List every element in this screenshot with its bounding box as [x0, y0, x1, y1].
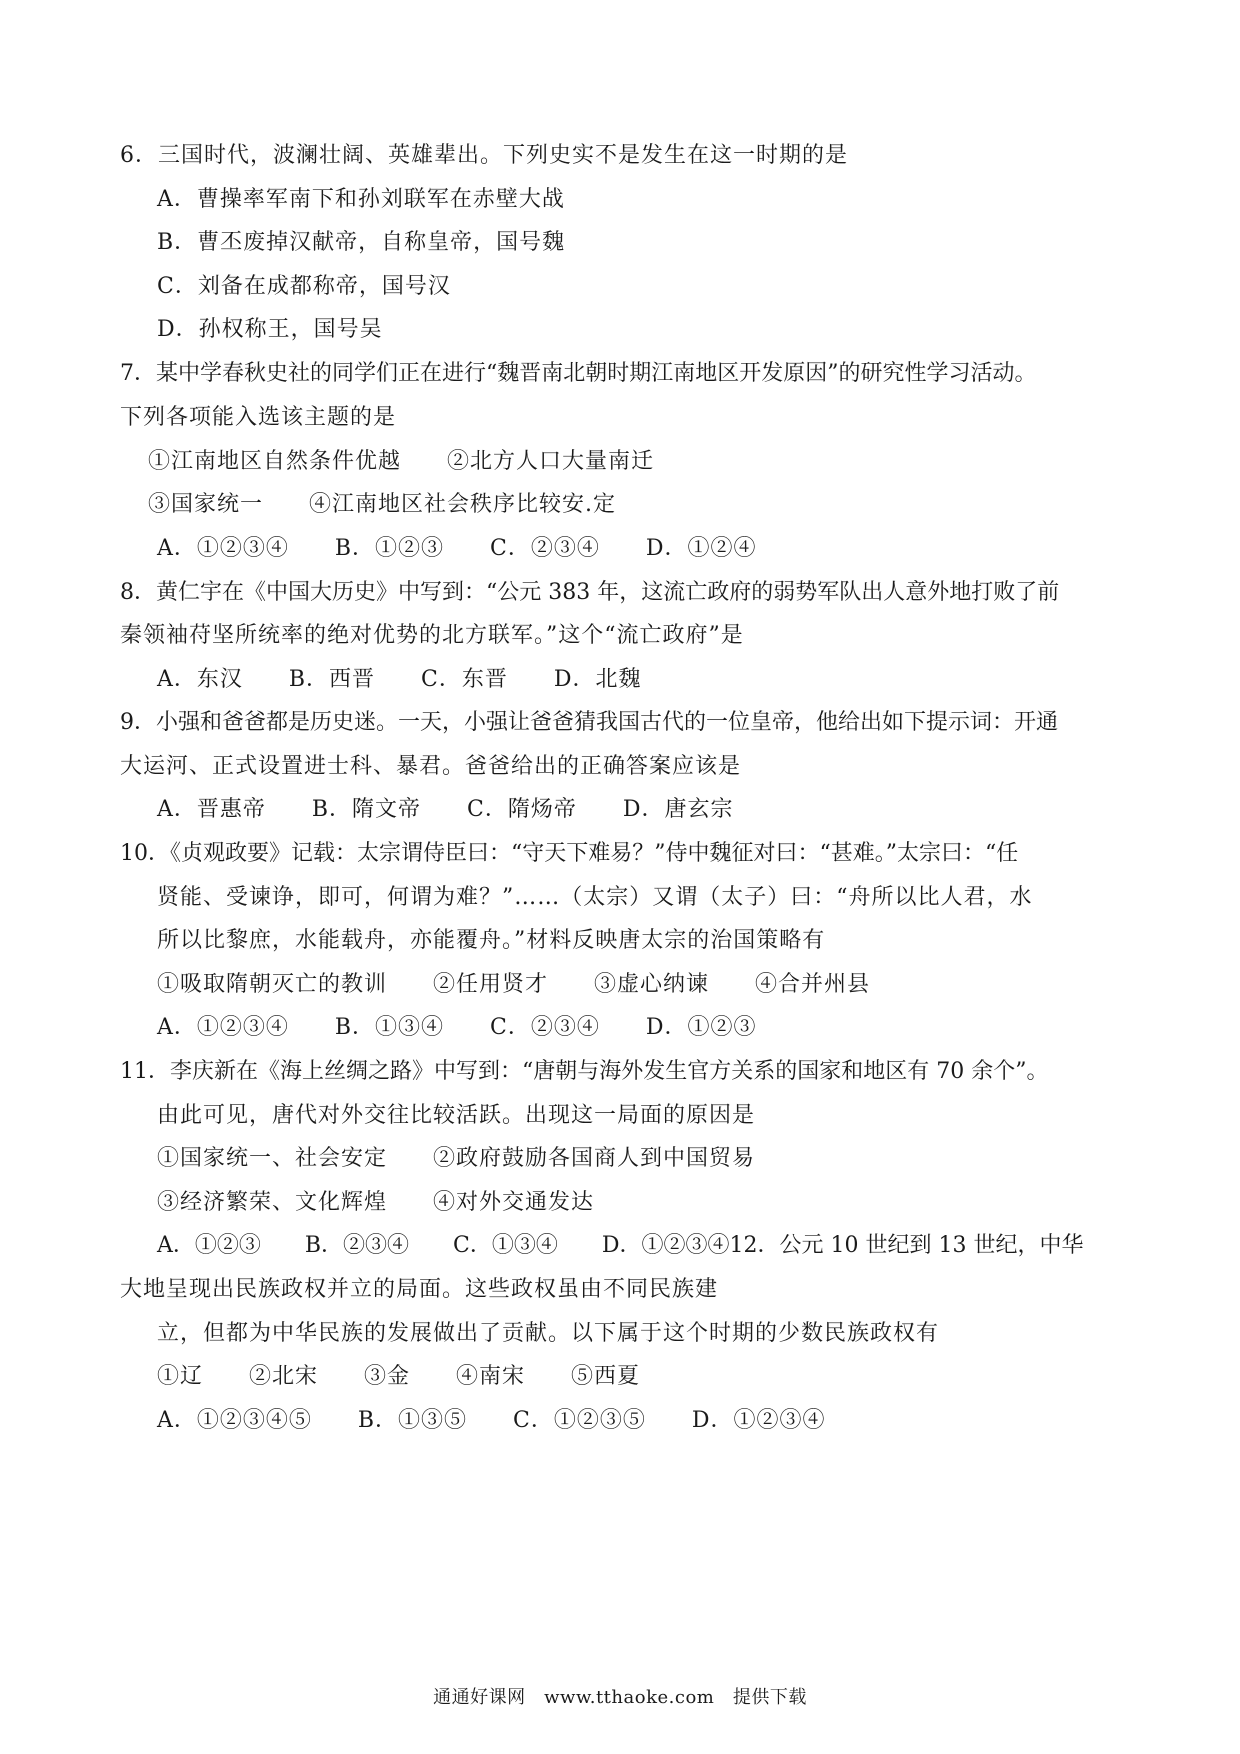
q7-items-line2: ③国家统一 ④江南地区社会秩序比较安.定 [148, 492, 616, 517]
q10-stem-line3: 所以比黎庶，水能载舟，亦能覆舟。”材料反映唐太宗的治国策略有 [157, 928, 826, 953]
q10-stem-line1: 10．《贞观政要》记载：太宗谓侍臣曰：“守天下难易？”侍中魏征对曰：“甚难。”太宗曰：“任 [120, 841, 1019, 866]
q7-stem-line1: 7．某中学春秋史社的同学们正在进行“魏晋南北朝时期江南地区开发原因”的研究性学习活动。 [120, 361, 1037, 386]
q12-items: ①辽 ②北宋 ③金 ④南宋 ⑤西夏 [157, 1364, 641, 1389]
q11-stem-line2: 由此可见，唐代对外交往比较活跃。出现这一局面的原因是 [157, 1103, 756, 1128]
q7-stem-line2: 下列各项能入选该主题的是 [120, 405, 397, 430]
q7-options: A．①②③④ B．①②③ C．②③④ D．①②④ [157, 536, 757, 561]
q9-options: A．晋惠帝 B．隋文帝 C．隋炀帝 D．唐玄宗 [157, 797, 734, 822]
page-footer: 通通好课网 www.tthaoke.com 提供下载 [433, 1687, 807, 1708]
q7-items-line1: ①江南地区自然条件优越 ②北方人口大量南迁 [148, 449, 655, 474]
q10-stem-line2: 贤能、受谏诤，即可，何谓为难？”……（太宗）又谓（太子）曰：“舟所以比人君，水 [157, 885, 1033, 910]
q6-stem: 6．三国时代，波澜壮阔、英雄辈出。下列史实不是发生在这一时期的是 [120, 143, 848, 168]
q12-stem-line2: 大地呈现出民族政权并立的局面。这些政权虽由不同民族建 [120, 1277, 719, 1302]
q8-options: A．东汉 B．西晋 C．东晋 D．北魏 [157, 667, 642, 692]
q6-option-a: A．曹操率军南下和孙刘联军在赤壁大战 [157, 187, 565, 212]
q8-stem-line1: 8．黄仁宇在《中国大历史》中写到：“公元 383 年，这流亡政府的弱势军队出人意外地打败了前 [120, 580, 1060, 605]
q6-option-b: B．曹丕废掉汉献帝，自称皇帝，国号魏 [157, 230, 566, 255]
q11-items-line1: ①国家统一、社会安定 ②政府鼓励各国商人到中国贸易 [157, 1146, 756, 1171]
q8-stem-line2: 秦领袖苻坚所统率的绝对优势的北方联军。”这个“流亡政府”是 [120, 623, 744, 648]
q10-options: A．①②③④ B．①③④ C．②③④ D．①②③ [157, 1015, 757, 1040]
q11-stem-line1: 11．李庆新在《海上丝绸之路》中写到：“唐朝与海外发生官方关系的国家和地区有 70 余个”。 [120, 1059, 1049, 1084]
q12-options: A．①②③④⑤ B．①③⑤ C．①②③⑤ D．①②③④ [157, 1408, 826, 1433]
q11-items-line2: ③经济繁荣、文化辉煌 ④对外交通发达 [157, 1190, 595, 1215]
q12-stem-line3: 立，但都为中华民族的发展做出了贡献。以下属于这个时期的少数民族政权有 [157, 1321, 940, 1346]
q9-stem-line2: 大运河、正式设置进士科、暴君。爸爸给出的正确答案应该是 [120, 754, 742, 779]
q6-option-d: D．孙权称王，国号吴 [157, 317, 383, 342]
q11-options-q12-stem: A．①②③ B．②③④ C．①③④ D．①②③④12．公元 10 世纪到 13 世纪，中华 [157, 1233, 1084, 1258]
q10-items: ①吸取隋朝灭亡的教训 ②任用贤才 ③虚心纳谏 ④合并州县 [157, 972, 871, 997]
q9-stem-line1: 9．小强和爸爸都是历史迷。一天，小强让爸爸猜我国古代的一位皇帝，他给出如下提示词：开通 [120, 710, 1059, 735]
q6-option-c: C．刘备在成都称帝，国号汉 [157, 274, 451, 299]
